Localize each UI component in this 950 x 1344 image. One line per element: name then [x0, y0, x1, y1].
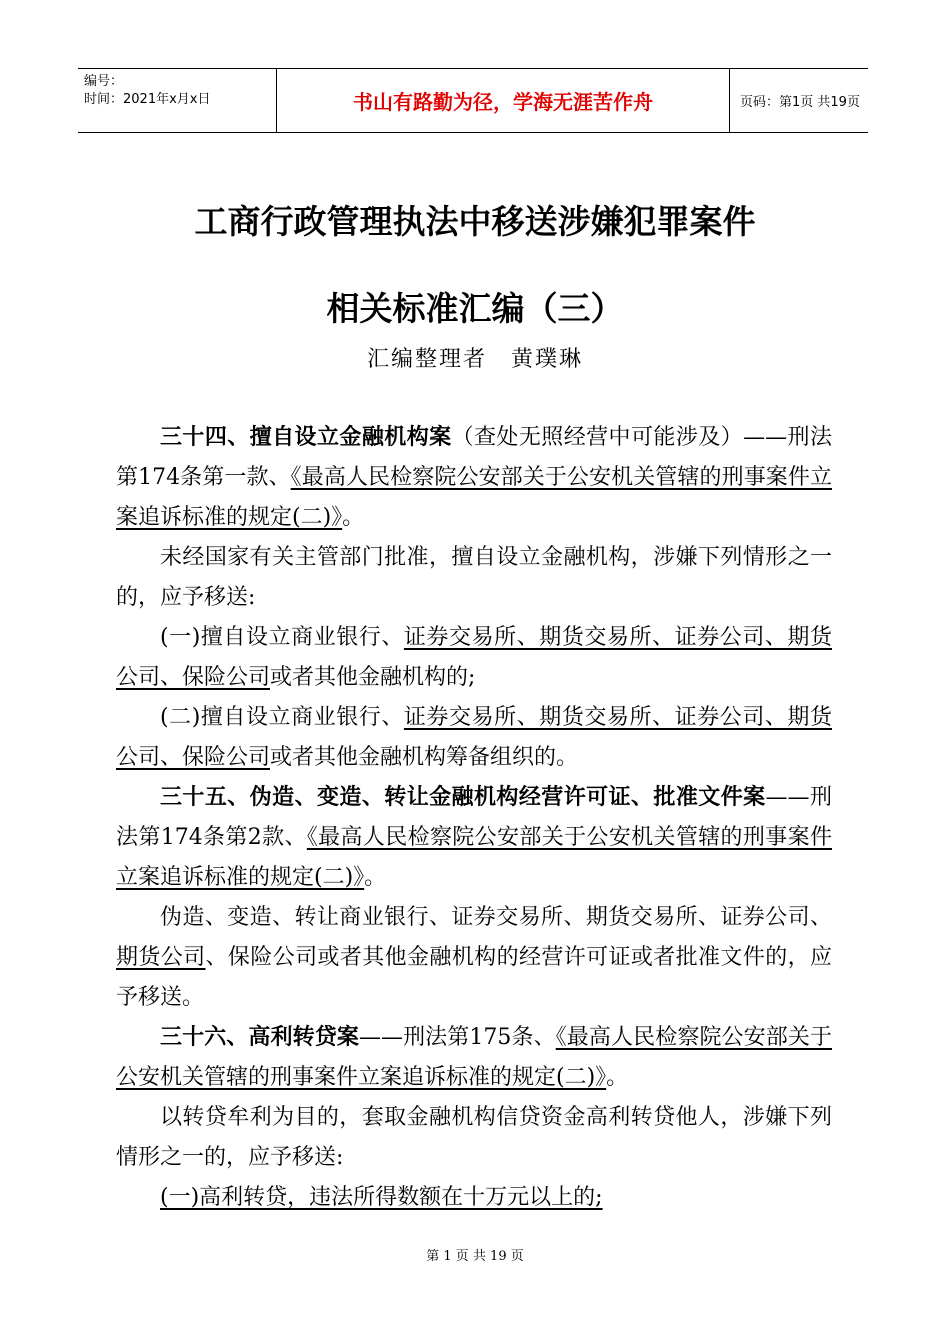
s35-regulation-link: 《最高人民检察院公安部关于公安机关管辖的刑事案件立案追诉标准的规定(二)》: [116, 825, 832, 890]
s34-item2: [116, 698, 832, 778]
s36-end: 。: [606, 1065, 629, 1090]
header-table: [78, 68, 868, 133]
s35-body-a: 伪造、变造、转让商业银行、证券交易所、期货交易所、证券公司、: [160, 905, 832, 930]
document-body: [116, 418, 832, 1218]
s34-paren: （查处无照经营中可能涉及）: [451, 425, 744, 450]
s34-regulation-link: 《最高人民检察院公安部关于公安机关管辖的刑事案件立案追诉标准的规定(二)》: [116, 465, 832, 530]
header-page-info: 页码：第1页 共19页: [740, 95, 860, 110]
document-title-line1: 工商行政管理执法中移送涉嫌犯罪案件: [194, 202, 756, 241]
time-label: 时间：2021年x月x日: [84, 92, 211, 107]
s34-item2-a: (二)擅自设立商业银行、: [160, 705, 404, 730]
s34-item1-underlined: 证券交易所、期货交易所、证券公司、期货公司、保险公司: [116, 625, 832, 690]
header-meta: [78, 69, 276, 132]
s34-item2-underlined: 证券交易所、期货交易所、证券公司、期货公司、保险公司: [116, 705, 832, 770]
s34-item1-b: 或者其他金融机构的;: [270, 665, 476, 690]
s35-body-b: 、保险公司或者其他金融机构的经营许可证或者批准文件的，应予移送。: [116, 945, 832, 1010]
s36-heading: 三十六、高利转贷案: [160, 1025, 359, 1050]
page-footer: 第 1 页 共 19 页: [426, 1249, 524, 1264]
document-title-line2: 相关标准汇编（三）: [326, 289, 624, 328]
s35-heading: 三十五、伪造、变造、转让金融机构经营许可证、批准文件案: [160, 785, 766, 810]
header-motto: 书山有路勤为径，学海无涯苦作舟: [276, 69, 730, 132]
s34-end: 。: [342, 505, 365, 530]
s34-item1-a: (一)擅自设立商业银行、: [160, 625, 404, 650]
s36-law: ——刑法第175条、: [358, 1025, 556, 1050]
s36-regulation-link: 《最高人民检察院公安部关于公安机关管辖的刑事案件立案追诉标准的规定(二)》: [116, 1025, 832, 1090]
s34-title-paragraph: [116, 418, 832, 538]
s35-body: [116, 898, 832, 1018]
s36-item1-text: (一)高利转贷，违法所得数额在十万元以上的;: [160, 1185, 603, 1210]
s34-intro: 未经国家有关主管部门批准，擅自设立金融机构，涉嫌下列情形之一的，应予移送:: [116, 545, 832, 610]
s36-title-paragraph: [116, 1018, 832, 1098]
s35-end: 。: [364, 865, 387, 890]
number-label: 编号：: [84, 74, 124, 89]
s35-title-paragraph: [116, 778, 832, 898]
s34-item1: [116, 618, 832, 698]
s34-law: ——刑法第174条第一款、: [116, 425, 832, 490]
s35-body-underlined: 期货公司: [116, 945, 206, 970]
s36-item1: [116, 1178, 832, 1218]
s36-intro: 以转贷牟利为目的，套取金融机构信贷资金高利转贷他人，涉嫌下列情形之一的，应予移送:: [116, 1105, 832, 1170]
compiler-line: 汇编整理者 黄璞琳: [366, 347, 583, 372]
s34-item2-b: 或者其他金融机构筹备组织的。: [270, 745, 579, 770]
s34-heading: 三十四、擅自设立金融机构案: [160, 425, 452, 450]
s35-law: ——刑法第174条第2款、: [116, 785, 832, 850]
